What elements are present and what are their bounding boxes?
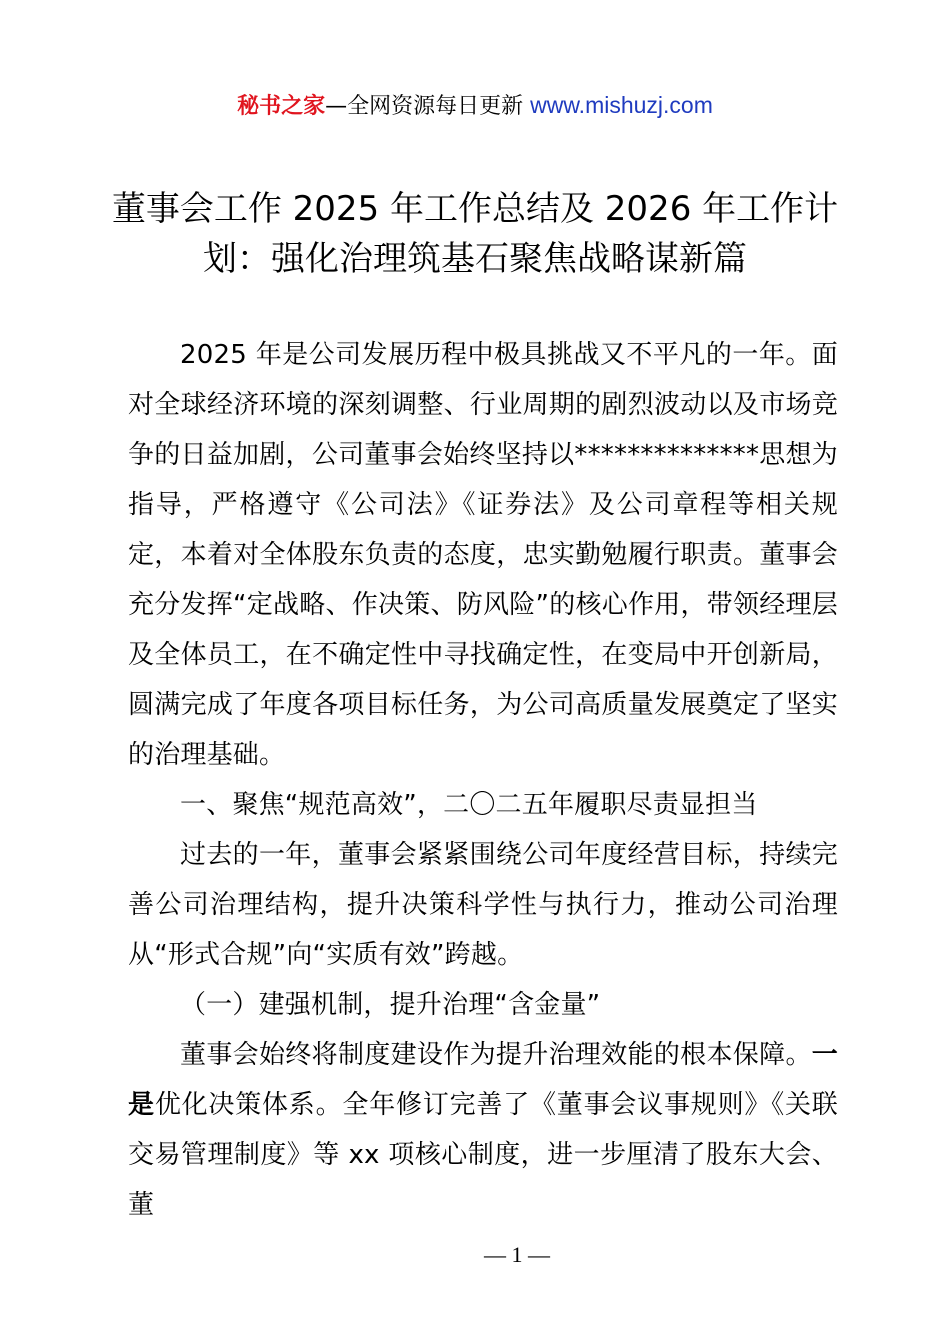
subsection-1-paragraph [128,1030,838,1230]
document-title [110,184,840,284]
site-tagline: —全网资源每日更新 [325,94,524,119]
document-title-line-1: 董事会工作 2025 年工作总结及 2026 年工作计 [111,189,839,229]
site-url-link[interactable]: www.mishuzj.com [530,92,713,118]
intro-paragraph: 2025 年是公司发展历程中极具挑战又不平凡的一年。面对全球经济环境的深刻调整、行业周期的剧烈波动以及市场竞争的日益加剧，公司董事会始终坚持以**************思想为指导，严格遵守《公司法》《证券法》及公司章程等相关规定，本着对全体股东负责的态度，忠实勤勉履行职责。董事会充分发挥“定战略、作决策、防风险”的核心作用，带领经理层及全体员工，在不确定性中寻找确定性，在变局中开创新局，圆满完成了年度各项目标任务，为公司高质量发展奠定了坚实的治理基础。 [128,340,838,770]
subsection-1-point-marker: 一是 [128,1040,838,1120]
section-1-heading: 一、聚焦“规范高效”，二〇二五年履职尽责显担当 [180,790,758,820]
document-title-line-2: 划：强化治理筑基石聚焦战略谋新篇 [203,239,747,279]
subsection-1-text-b: 优化决策体系。全年修订完善了《董事会议事规则》《关联交易管理制度》等 xx 项核心制度，进一步厘清了股东大会、董 [128,1090,839,1220]
site-header [0,88,950,124]
subsection-1-text-a: 董事会始终将制度建设作为提升治理效能的根本保障。 [180,1040,812,1070]
site-brand: 秘书之家 [237,94,326,119]
subsection-1-heading: （一）建强机制，提升治理“含金量” [180,990,601,1020]
section-1-paragraph: 过去的一年，董事会紧紧围绕公司年度经营目标，持续完善公司治理结构，提升决策科学性与执行力，推动公司治理从“形式合规”向“实质有效”跨越。 [128,840,838,970]
document-body [128,330,838,1230]
page-number: — 1 — [484,1242,550,1267]
